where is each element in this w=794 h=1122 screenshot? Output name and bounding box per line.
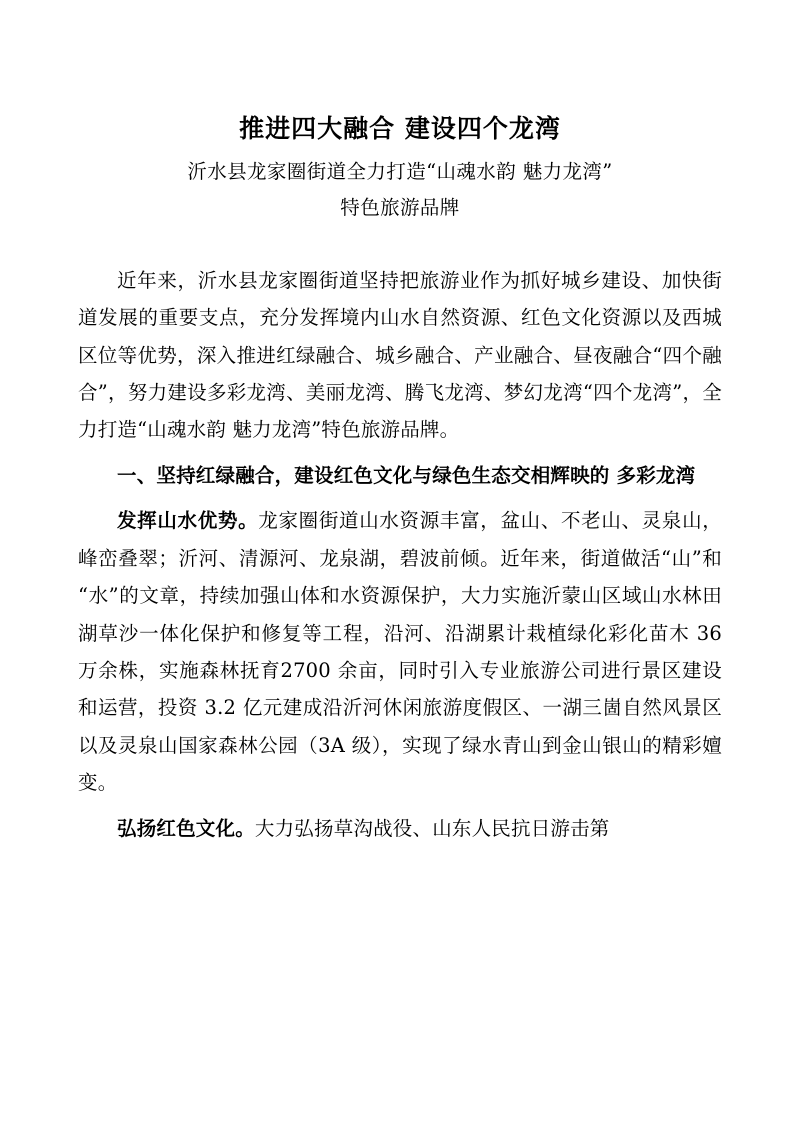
page-subtitle-line-1: 沂水县龙家圈街道全力打造“山魂水韵 魅力龙湾” <box>187 159 613 183</box>
paragraph-shanshui <box>78 502 722 802</box>
paragraph-hongse-lead: 弘扬红色文化。 <box>117 816 255 840</box>
paragraph-section-one: 一、坚持红绿融合，建设红色文化与绿色生态交相辉映的 多彩龙湾 <box>117 463 696 487</box>
page-title: 推进四大融合 建设四个龙湾 <box>239 114 561 143</box>
paragraph-shanshui-body: 龙家圈街道山水资源丰富，盆山、不老山、灵泉山，峰峦叠翠；沂河、清源河、龙泉湖，碧波前倾。近年来，街道做活“山”和“水”的文章，持续加强山体和水资源保护，大力实施沂蒙山区域山水林田湖草沙一体化保护和修复等工程，沿河、沿湖累计栽植绿化彩化苗木 36 万余株，实施森林抚育2700 余亩，同时引入专业旅游公司进行景区建设和运营，投资 3.2 亿元建成沿沂河休闲旅游度假区、一湖三崮自然风景区以及灵泉山国家森林公园（3A 级），实现了绿水青山到金山银山的精彩嬗变。 <box>78 509 722 795</box>
paragraph-hongse-body: 大力弘扬草沟战役、山东人民抗日游击第 <box>254 816 610 840</box>
paragraph-shanshui-lead: 发挥山水优势。 <box>117 509 259 533</box>
page-subtitle-line-2: 特色旅游品牌 <box>340 195 460 219</box>
paragraph-hongse <box>78 810 722 847</box>
title-body-spacer <box>78 232 722 262</box>
paragraph-intro: 近年来，沂水县龙家圈街道坚持把旅游业作为抓好城乡建设、加快街道发展的重要支点，充分发挥境内山水自然资源、红色文化资源以及西城区位等优势，深入推进红绿融合、城乡融合、产业融合、昼夜融合“四个融合”，努力建设多彩龙湾、美丽龙湾、腾飞龙湾、梦幻龙湾“四个龙湾”，全力打造“山魂水韵 魅力龙湾”特色旅游品牌。 <box>78 268 722 442</box>
